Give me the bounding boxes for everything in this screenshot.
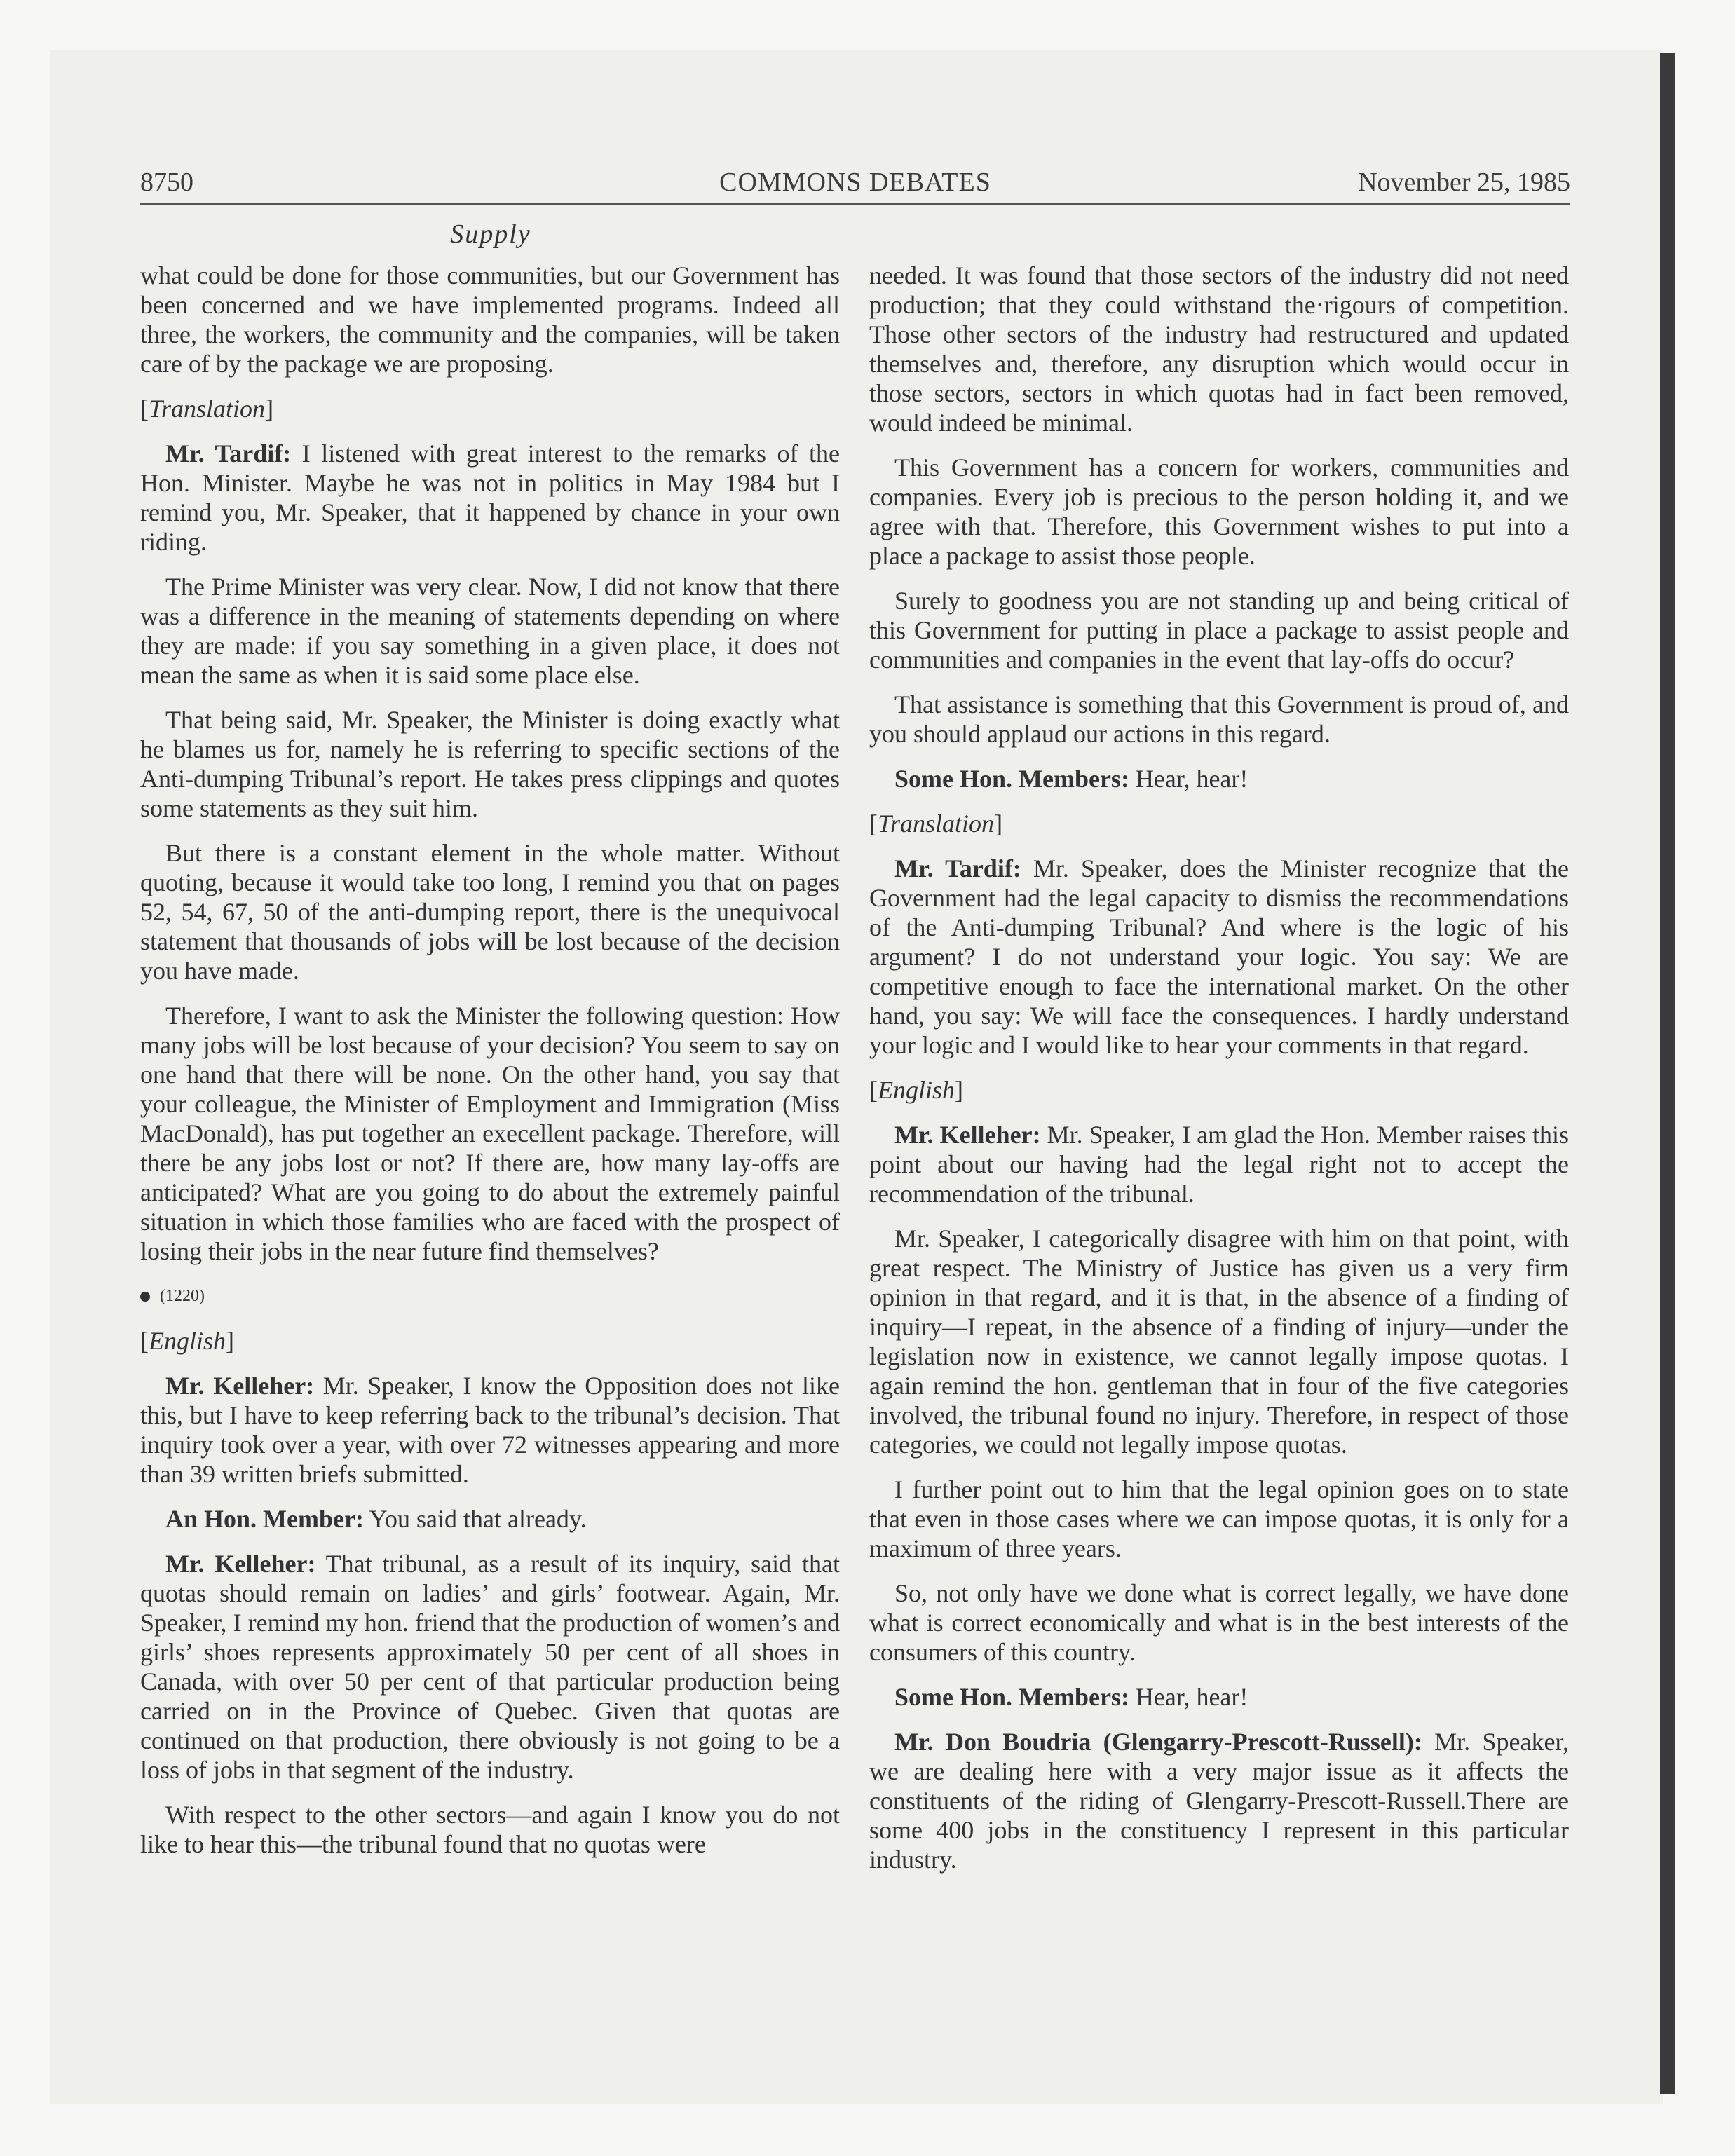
text-column-left bbox=[140, 261, 840, 1874]
speech-paragraph: An Hon. Member: You said that already. bbox=[165, 1505, 587, 1533]
paragraph: Surely to goodness you are not standing up and being critical of this Government for putting in place a package to assist people and communities and companies in the event that lay-offs do occur? bbox=[869, 587, 1569, 674]
time-marker: (1220) bbox=[140, 1281, 840, 1311]
speech-paragraph: Mr. Don Boudria (Glengarry-Prescott-Russell): Mr. Speaker, we are dealing here with a very major issue as it affects the constituents of the riding of Glengarry-Prescott-Russell.There are some 400 jobs in the constituency I represent in this particular industry. bbox=[869, 1728, 1569, 1874]
paragraph: The Prime Minister was very clear. Now, I did not know that there was a difference in the meaning of statements depending on where they are made: if you say something in a given place, it does not mean the same as when it is said some place else. bbox=[140, 573, 840, 689]
speech-paragraph: Some Hon. Members: Hear, hear! bbox=[894, 765, 1248, 793]
paragraph: With respect to the other sectors—and again I know you do not like to hear this—the tribunal found that no quotas were bbox=[140, 1801, 840, 1858]
speech-paragraph: Mr. Tardif: I listened with great interest to the remarks of the Hon. Minister. Maybe he was not in politics in May 1984 but I remind you, Mr. Speaker, that it happened by chance in your own riding. bbox=[140, 439, 840, 556]
paragraph: I further point out to him that the legal opinion goes on to state that even in those cases where we can impose quotas, it is only for a maximum of three years. bbox=[869, 1475, 1569, 1562]
speaker-name: Some Hon. Members: bbox=[894, 765, 1129, 793]
speaker-name: Mr. Don Boudria (Glengarry-Prescott-Russell): bbox=[894, 1728, 1422, 1756]
section-title: Supply bbox=[450, 219, 531, 249]
page-header bbox=[140, 167, 1570, 203]
paragraph: So, not only have we done what is correct legally, we have done what is correct economically and what is in the best interests of the consumers of this country. bbox=[869, 1579, 1569, 1666]
paragraph: This Government has a concern for workers, communities and companies. Every job is precious to the person holding it, and we agree with that. Therefore, this Government wishes to put into a place a package to assist those people. bbox=[869, 453, 1569, 570]
speaker-name: Mr. Kelleher: bbox=[165, 1372, 315, 1400]
paragraph: That assistance is something that this Government is proud of, and you should applaud our actions in this regard. bbox=[869, 690, 1569, 748]
text-column-right bbox=[869, 261, 1569, 1890]
paragraph: Mr. Speaker, I categorically disagree with him on that point, with great respect. The Ministry of Justice has given us a very firm opinion in that regard, and it is that, in the absence of a finding of inquiry—I repeat, in the absence of a finding of injury—under the legislation now in existence, we cannot legally impose quotas. I again remind the hon. gentleman that in four of the five categories involved, the tribunal found no injury. Therefore, in respect of those categories, we could not legally impose quotas. bbox=[869, 1224, 1569, 1459]
speaker-name: Mr. Kelleher: bbox=[165, 1550, 316, 1578]
speech-paragraph: Mr. Kelleher: Mr. Speaker, I am glad the Hon. Member raises this point about our having had the legal right not to accept the recommendation of the tribunal. bbox=[869, 1121, 1569, 1208]
speech-paragraph: Some Hon. Members: Hear, hear! bbox=[894, 1683, 1248, 1711]
header-rule bbox=[140, 203, 1570, 205]
bullet-icon bbox=[140, 1292, 150, 1302]
language-tag: [English] bbox=[140, 1327, 235, 1355]
speaker-name: Mr. Tardif: bbox=[165, 439, 292, 468]
paragraph: But there is a constant element in the whole matter. Without quoting, because it would take too long, I remind you that on pages 52, 54, 67, 50 of the anti-dumping report, there is the unequivocal statement that thousands of jobs will be lost because of the decision you have made. bbox=[140, 839, 840, 985]
paragraph: what could be done for those communities, but our Government has been concerned and we have implemented programs. Indeed all three, the workers, the community and the companies, will be taken care of by the package we are proposing. bbox=[140, 261, 840, 378]
binding-edge bbox=[1660, 53, 1675, 2094]
paragraph: That being said, Mr. Speaker, the Minister is doing exactly what he blames us for, namely he is referring to specific sections of the Anti-dumping Tribunal’s report. He takes press clippings and quotes some statements as they suit him. bbox=[140, 706, 840, 822]
page-number: 8750 bbox=[140, 168, 193, 197]
paragraph: Therefore, I want to ask the Minister the following question: How many jobs will be lost because of your decision? You seem to say on one hand that there will be none. On the other hand, you say that your colleague, the Minister of Employment and Immigration (Miss MacDonald), has put together an execellent package. Therefore, will there be any jobs lost or not? If there are, how many lay-offs are anticipated? What are you going to do about the extremely painful situation in which those families who are faced with the prospect of losing their jobs in the near future find themselves? bbox=[140, 1002, 840, 1265]
speech-paragraph: Mr. Kelleher: Mr. Speaker, I know the Opposition does not like this, but I have to keep referring back to the tribunal’s decision. That inquiry took over a year, with over 72 witnesses appearing and more than 39 written briefs submitted. bbox=[140, 1372, 840, 1488]
language-tag: [English] bbox=[869, 1076, 964, 1104]
speaker-name: An Hon. Member: bbox=[165, 1505, 364, 1533]
language-tag: [Translation] bbox=[140, 395, 274, 423]
language-tag: [Translation] bbox=[869, 810, 1003, 838]
speaker-name: Some Hon. Members: bbox=[894, 1683, 1129, 1711]
publication-title: COMMONS DEBATES bbox=[719, 168, 991, 197]
speech-paragraph: Mr. Kelleher: That tribunal, as a result of its inquiry, said that quotas should remain on ladies’ and girls’ footwear. Again, Mr. Speaker, I remind my hon. friend that the production of women’s and girls’ shoes represents approximately 50 per cent of all shoes in Canada, with over 50 per cent of that particular production being carried on in the Province of Quebec. Given that quotas are continued on that production, there obviously is not going to be a loss of jobs in that segment of the industry. bbox=[140, 1550, 840, 1784]
paragraph: needed. It was found that those sectors of the industry did not need production; that they could withstand the·rigours of competition. Those other sectors of the industry had restructured and updated themselves and, therefore, any disruption which would occur in those sectors, sectors in which quotas had in fact been removed, would indeed be minimal. bbox=[869, 261, 1569, 437]
publication-date: November 25, 1985 bbox=[1358, 168, 1570, 197]
speaker-name: Mr. Tardif: bbox=[894, 854, 1021, 882]
speaker-name: Mr. Kelleher: bbox=[894, 1121, 1041, 1149]
speech-paragraph: Mr. Tardif: Mr. Speaker, does the Minister recognize that the Government had the legal capacity to dismiss the recommendations of the Anti-dumping Tribunal? And where is the logic of his argument? I do not understand your logic. You say: We are competitive enough to face the international market. On the other hand, you say: We will face the consequences. I hardly understand your logic and I would like to hear your comments in that regard. bbox=[869, 854, 1570, 1059]
